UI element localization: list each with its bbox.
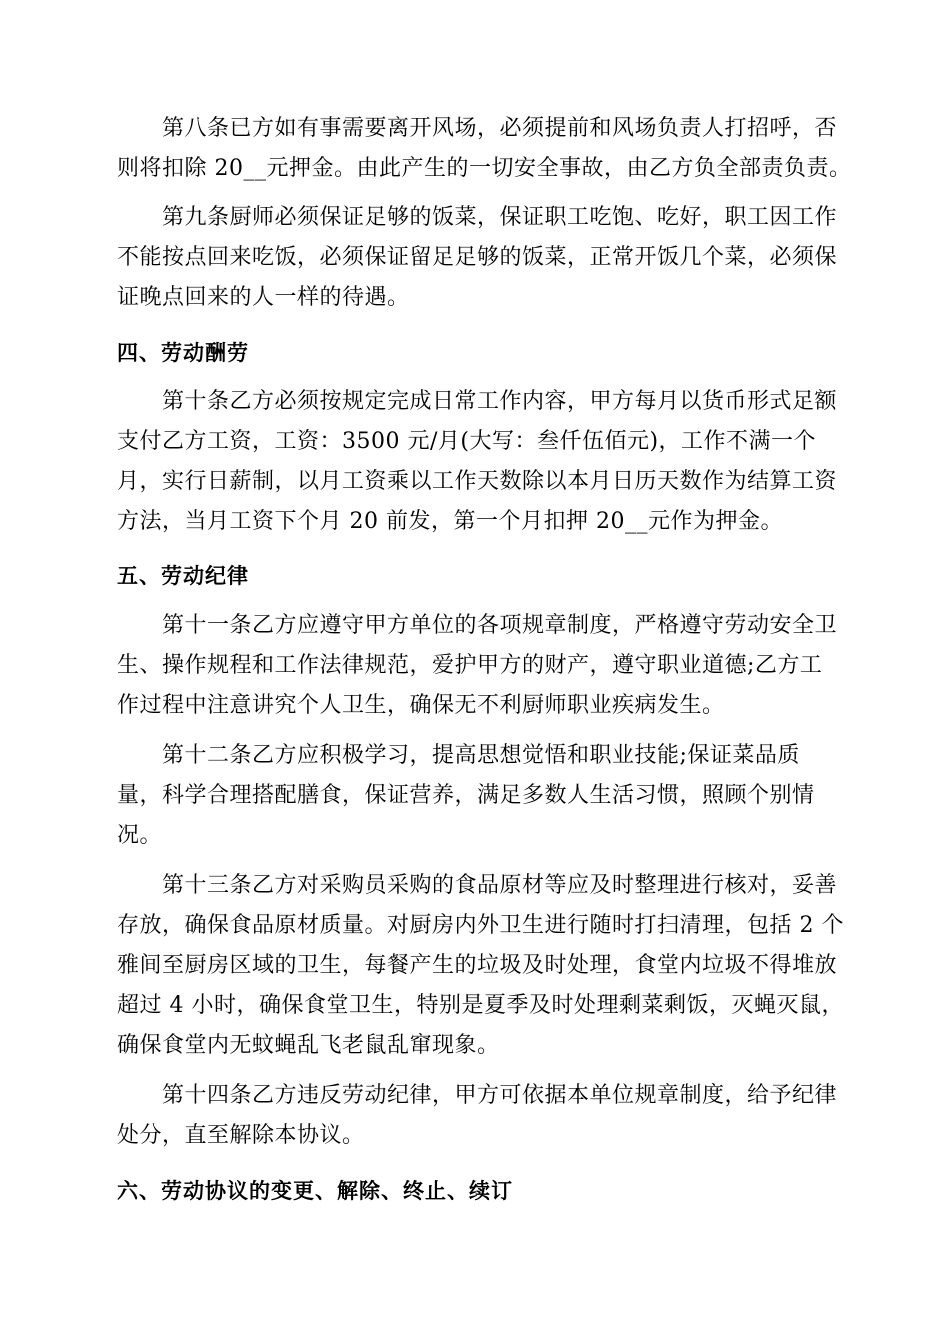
article-line: 月，实行日薪制，以月工资乘以工作天数除以本月日历天数作为结算工资 [117,469,838,494]
article-first-line: 第九条厨师必须保证足够的饭菜，保证职工吃饱、吃好，职工因工作 [162,205,838,230]
article-line: 超过 4 小时，确保食堂卫生，特别是夏季及时处理剩菜剩饭，灭蝇灭鼠， [117,993,844,1018]
article-line: 作过程中注意讲究个人卫生，确保无不利厨师职业疾病发生。 [117,693,725,718]
article-line: 确保食堂内无蚊蝇乱飞老鼠乱窜现象。 [117,1033,500,1058]
article-first-line: 第十三条乙方对采购员采购的食品原材等应及时整理进行核对，妥善 [162,873,838,898]
article-line: 处分，直至解除本协议。 [117,1123,365,1148]
article-line: 则将扣除 20__元押金。由此产生的一切安全事故，由乙方负全部责负责。 [117,156,852,181]
article-first-line: 第十条乙方必须按规定完成日常工作内容，甲方每月以货币形式足额 [162,389,838,414]
article-line: 不能按点回来吃饭，必须保证留足足够的饭菜，正常开饭几个菜，必须保 [117,245,838,270]
article-first-line: 第十二条乙方应积极学习，提高思想觉悟和职业技能;保证菜品质 [162,743,800,768]
section-heading: 六、劳动协议的变更、解除、终止、续订 [117,1179,513,1203]
section-heading: 五、劳动纪律 [117,564,249,588]
article-first-line: 第八条已方如有事需要离开风场，必须提前和风场负责人打招呼，否 [162,116,838,141]
article-line: 支付乙方工资，工资：3500 元/月(大写：叁仟伍佰元)，工作不满一个 [117,429,817,454]
article-first-line: 第十一条乙方应遵守甲方单位的各项规章制度，严格遵守劳动安全卫 [162,613,838,638]
article-line: 量，科学合理搭配膳食，保证营养，满足多数人生活习惯，照顾个别情 [117,783,815,808]
article-line: 证晚点回来的人一样的待遇。 [117,285,410,310]
article-line: 方法，当月工资下个月 20 前发，第一个月扣押 20__元作为押金。 [117,509,783,534]
article-line: 生、操作规程和工作法律规范，爱护甲方的财产，遵守职业道德;乙方工 [117,653,823,678]
article-first-line: 第十四条乙方违反劳动纪律，甲方可依据本单位规章制度，给予纪律 [162,1083,838,1108]
section-heading: 四、劳动酬劳 [117,341,249,365]
article-line: 存放，确保食品原材质量。对厨房内外卫生进行随时打扫清理，包括 2 个 [117,913,844,938]
article-line: 雅间至厨房区域的卫生，每餐产生的垃圾及时处理，食堂内垃圾不得堆放 [117,953,838,978]
article-line: 况。 [117,823,163,848]
